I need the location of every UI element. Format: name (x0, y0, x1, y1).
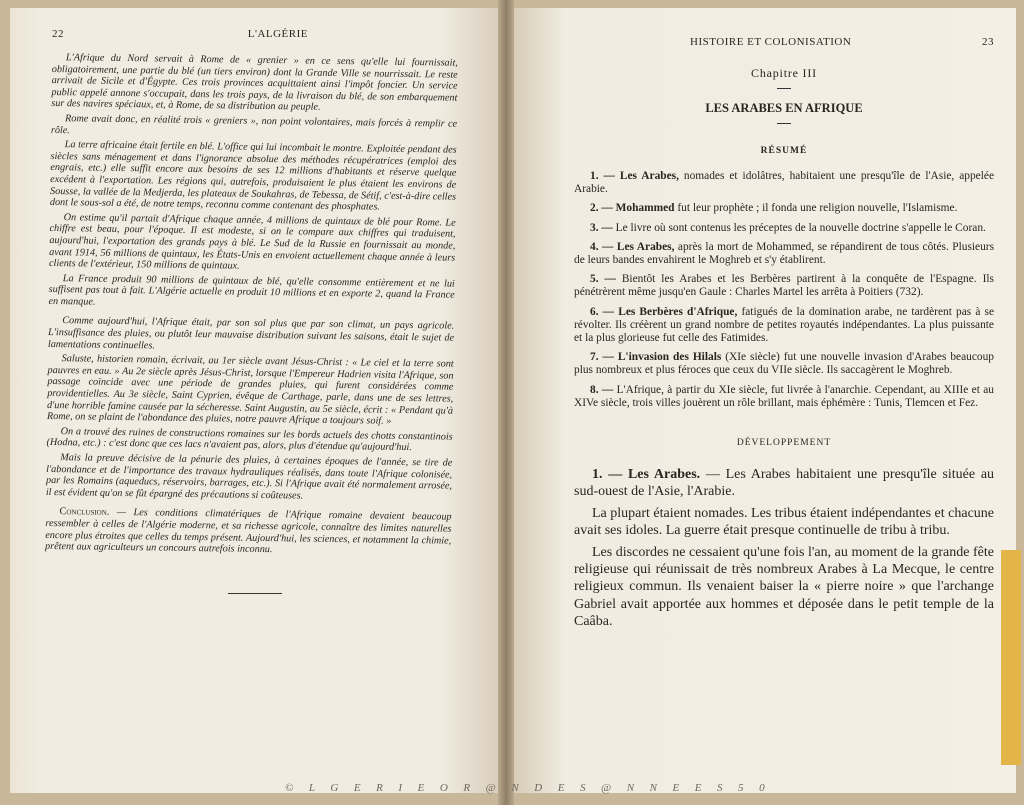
conclusion-text: — Les conditions climatériques de l'Afrique romaine devaient beaucoup ressembler à celles de l'Algérie moderne, et sa richesse agricole, connaître des limites naturelles encore plus étroites que celles du temps présent. Aujourd'hui, les sciences, et notamment la chimie, prêtent aux agriculteurs un concours autrefois inconnu. (45, 507, 452, 556)
left-running-head (52, 28, 458, 40)
chapter-rule (777, 88, 791, 89)
item-number: 3. — (590, 221, 613, 234)
summary-item (574, 384, 994, 410)
end-ornament-rule (228, 593, 282, 594)
development-paragraph: La plupart étaient nomades. Les tribus étaient indépendantes et chacune avait ses idoles. La guerre était presque continuelle de tribu à tribu. (574, 505, 994, 539)
item-text: fut leur prophète ; il fonda une religion nouvelle, l'Islamisme. (674, 202, 958, 215)
side-bookmark-tab (1001, 550, 1021, 765)
summary-item (574, 170, 994, 196)
development-heading: DÉVELOPPEMENT (736, 438, 832, 449)
left-body-text (45, 52, 458, 558)
dev-heading-number: 1. — (592, 467, 623, 483)
left-paragraph: L'Afrique du Nord servait à Rome de « grenier » en ce sens qu'elle lui fournissait, obligatoirement, une partie du blé (un tiers environ) dont la Grande Ville se nourrissait. Le reste arrivait de Sicile et d'Égypte. Ces trois provinces acquittaient ainsi l'impôt foncier. Un service public appelé annone s'occupait, dans les trois pays, de la livraison du blé, de son embarquement sur des navires spéciaux, et, à Rome, de sa distribution au peuple. (51, 52, 458, 114)
left-paragraph: Mais la preuve décisive de la pénurie des pluies, à certaines époques de l'année, se tire de l'abondance et de l'importance des travaux hydrauliques réalisés, dans toute l'Afrique colonisée, par les Romains (aqueducs, réservoirs, barrages, etc.). Si l'Afrique avait été normalement arrosée, il est évident qu'on se fût épargné des précautions si coûteuses. (45, 452, 453, 502)
left-paragraph: Comme aujourd'hui, l'Afrique était, par son sol plus que par son climat, un pays agricole. L'insuffisance des pluies, ou plutôt leur mauvaise distribution suivant les saisons, était le sujet de lamentations continuelles. (47, 315, 455, 352)
conclusion-label: Conclusion. (59, 506, 110, 519)
development-paragraph (574, 466, 994, 501)
left-paragraph: On a trouvé des ruines de constructions romaines sur les bords actuels des chotts constantinois (Hodna, etc.) : c'est donc que ces lacs n'avaient pas, alors, plus d'étendue qu'aujourd'hui. (46, 425, 453, 454)
item-lead: Les Arabes, (616, 240, 675, 253)
item-number: 2. — (590, 202, 613, 215)
item-text: L'Afrique, à partir du XIe siècle, fut livrée à l'anarchie. Cependant, au XIIIe et au XIVe siècle, trois villes jouèrent un rôle brillant, mais éphémère : Tunis, Tlemcen et Fez. (574, 383, 994, 409)
item-text: Le livre où sont contenus les préceptes de la nouvelle doctrine s'appelle le Coran. (615, 221, 986, 234)
item-text: après la mort de Mohammed, se répandirent de tous côtés. Plusieurs de leurs bandes envahirent le Moghreb et s'y établirent. (574, 240, 995, 267)
right-running-title: HISTOIRE ET COLONISATION (690, 36, 852, 48)
conclusion-paragraph (45, 506, 452, 558)
summary-item (574, 306, 994, 346)
left-paragraph: La terre africaine était fertile en blé. L'office qui lui incombait le montre. Exploitée pendant des siècles sans ménagement et dans l'ignorance absolue des méthodes récupératrices (emploi des engrais, etc.) elle suffit encore aux besoins de ses 12 millions d'habitants et réserve quelque excédent à l'exportation. Les régions qui, autrefois, produisaient le plus étaient les environs de Sousse, la vallée de la Medjerda, les plateaux de Soukahras, de Tebessa, de Sétif, c'est-à-dire celles dont le sous-sol a été, de notre temps, reconnu comme contenant des phosphates. (49, 139, 457, 213)
development-text (574, 466, 994, 631)
left-paragraph: La France produit 90 millions de quintaux de blé, qu'elle consomme entièrement et ne lui suffisent pas tout à fait. L'Algérie actuelle en produit 10 millions et en exporte 2, quand la France en manque. (48, 272, 455, 308)
item-lead: Les Berbères d'Afrique, (618, 305, 738, 318)
item-number: 4. — (590, 240, 614, 253)
summary-item (574, 241, 994, 267)
item-text: fatigués de la domination arabe, ne tardèrent pas à se révolter. Ils créèrent un grand nombre de petites royautés indépendantes. La plus puissante et la plus glorieuse fut celle des Fatimides. (574, 305, 994, 345)
summary-item (574, 202, 994, 215)
left-page-number: 22 (52, 28, 64, 40)
dev-paragraph-text: — Les Arabes habitaient une presqu'île située au sud-ouest de l'Asie, l'Arabie. (574, 467, 995, 500)
development-paragraph: Les discordes ne cessaient qu'une fois l'an, au moment de la grande fête religieuse qui réunissait de très nombreux Arabes à La Mecque, le centre religieux commun. Ils venaient baiser la « pierre noire » que l'archange Gabriel avait apportée aux hommes et déposée dans le petit temple de la Caâba. (574, 544, 994, 630)
item-number: 7. — (590, 351, 614, 364)
item-text: (XIe siècle) fut une nouvelle invasion d'Arabes beaucoup plus nombreux et plus féroces que ceux du VIIe siècle. Ils saccagèrent le Moghreb. (574, 351, 994, 377)
chapter-title: LES ARABES EN AFRIQUE (705, 101, 863, 115)
left-paragraph: On estime qu'il partait d'Afrique chaque année, 4 millions de quintaux de blé pour Rome. Le chiffre est beau, pour l'époque. Il est modeste, si on le compare aux chiffres qui traduisent, aujourd'hui, l'exportation des grands pays à blé. Le Sud de la Russie en fournissait au monde, avant 1914, 56 millions de quintaux, les États-Unis en envoient actuellement chaque année à leurs clients de l'extérieur, 150 millions de quintaux. (48, 211, 456, 272)
summary-list (574, 170, 994, 410)
item-lead: Les Arabes, (619, 170, 679, 182)
item-number: 1. — (590, 170, 615, 182)
left-paragraph: Saluste, historien romain, écrivait, au 1er siècle avant Jésus-Christ : « Le ciel et la terre sont pauvres en eau. » Au 2e siècle après Jésus-Christ, lorsque l'Empereur Hadrien visita l'Afrique, son passage coïncide avec une période de grandes pluies, qui furent considérées comme providentielles. Au 3e siècle, Saint Cyprien, évêque de Carthage, parle, dans une de ses lettres, d'une horrible famine causée par la sécheresse. Saint Augustin, au 5e siècle, écrit : « Pendant qu'à Rome, on se plaint de l'abondance des pluies, notre pauvre Afrique a toujours soif. » (46, 353, 454, 427)
right-page (514, 8, 1016, 793)
summary-item (574, 273, 994, 299)
right-page-number: 23 (982, 36, 994, 48)
watermark-text: © L G E R I E O R @ N D E S @ N N E E S 5 0 (285, 782, 772, 794)
right-running-head (574, 36, 994, 48)
item-lead: Mohammed (615, 202, 675, 215)
item-number: 8. — (590, 383, 614, 396)
dev-heading-lead: Les Arabes. (627, 467, 701, 483)
item-number: 6. — (590, 305, 615, 318)
left-running-title: L'ALGÉRIE (247, 28, 308, 40)
item-lead: L'invasion des Hilals (617, 351, 722, 364)
item-text: nomades et idolâtres, habitaient une presqu'île de l'Asie, appelée Arabie. (574, 170, 995, 196)
title-rule (777, 123, 791, 124)
summary-heading: RÉSUMÉ (760, 146, 808, 156)
item-text: Bientôt les Arabes et les Berbères partirent à la conquête de l'Espagne. Ils pénétrèrent même jusqu'en Gaule : Charles Martel les arrêta à Poitiers (732). (574, 273, 994, 299)
left-page (10, 8, 498, 793)
chapter-label: Chapitre III (751, 66, 817, 80)
summary-item (574, 351, 994, 377)
item-number: 5. — (590, 273, 616, 286)
left-paragraph: Rome avait donc, en réalité trois « greniers », non point volontaires, mais forcés à remplir ce rôle. (50, 113, 458, 136)
book-gutter (498, 0, 514, 805)
summary-item (574, 222, 994, 235)
